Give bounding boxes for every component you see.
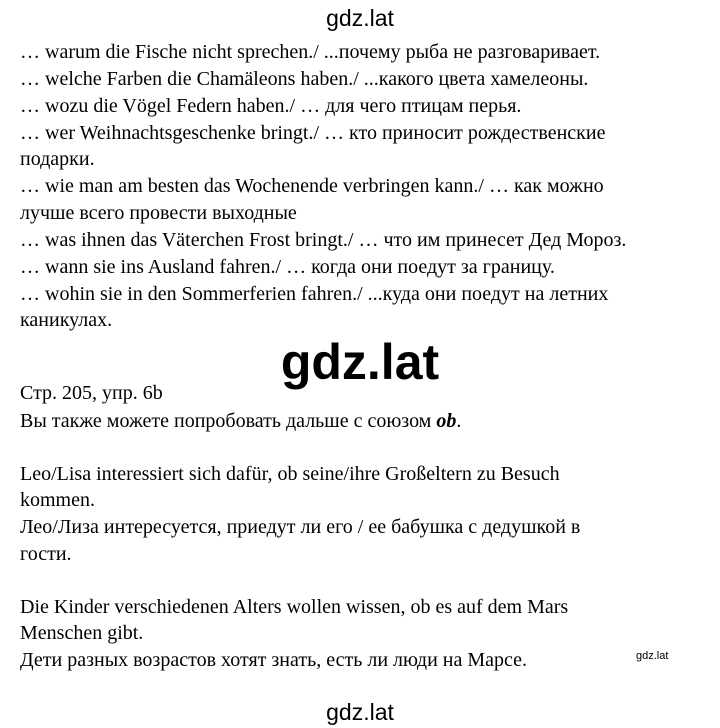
text-line: лучше всего провести выходные <box>20 202 297 224</box>
text-line: … welche Farben die Chamäleons haben./ ...какого цвета хамелеоны. <box>20 68 589 90</box>
text-line: kommen. <box>20 489 95 511</box>
watermark-bottom: gdz.lat <box>326 699 394 725</box>
text-line: … wie man am besten das Wochenende verbringen kann./ … как можно <box>20 175 604 197</box>
section-header: Стр. 205, упр. 6b <box>20 382 163 404</box>
text-line: гости. <box>20 543 72 565</box>
text-line: … wozu die Vögel Federn haben./ … для чего птицам перья. <box>20 95 522 117</box>
text-line: каникулах. <box>20 309 113 331</box>
section-intro <box>20 408 461 434</box>
text-line: Die Kinder verschiedenen Alters wollen wissen, ob es auf dem Mars <box>20 596 569 618</box>
text-line: … was ihnen das Väterchen Frost bringt./ … что им принесет Дед Мороз. <box>20 229 627 251</box>
intro-end: . <box>456 410 462 432</box>
watermark-small: gdz.lat <box>636 650 669 662</box>
text-line: подарки. <box>20 148 95 170</box>
watermark-top: gdz.lat <box>326 5 394 31</box>
text-line: … wer Weihnachtsgeschenke bringt./ … кто приносит рождественские <box>20 122 606 144</box>
text-line: … warum die Fische nicht sprechen./ ...почему рыба не разговаривает. <box>20 41 601 63</box>
text-line: Лео/Лиза интересуется, приедут ли его / ее бабушка с дедушкой в <box>20 516 581 538</box>
intro-text: Вы также можете попробовать дальше с союзом <box>20 410 437 432</box>
text-line: … wohin sie in den Sommerferien fahren./ ...куда они поедут на летних <box>20 283 609 305</box>
text-line: … wann sie ins Ausland fahren./ … когда они поедут за границу. <box>20 256 555 278</box>
text-line: Leo/Lisa interessiert sich dafür, ob seine/ihre Großeltern zu Besuch <box>20 463 560 485</box>
conjunction-ob: ob <box>436 410 457 432</box>
text-line: Дети разных возрастов хотят знать, есть ли люди на Марсе. <box>20 649 528 671</box>
text-line: Menschen gibt. <box>20 622 144 644</box>
watermark-middle: gdz.lat <box>280 334 440 390</box>
